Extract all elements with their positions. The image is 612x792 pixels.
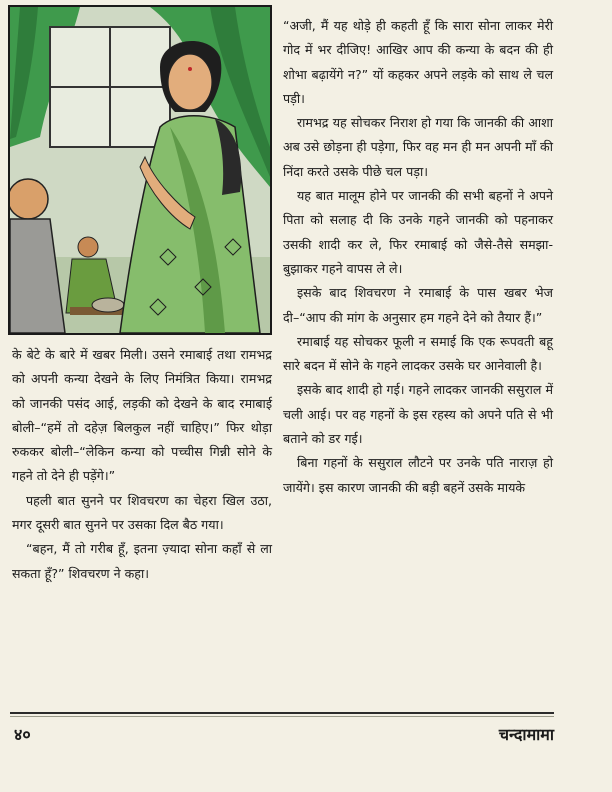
right-text-column <box>283 14 553 500</box>
paragraph: पहली बात सुनने पर शिवचरण का चेहरा खिल उठा, मगर दूसरी बात सुनने पर उसका दिल बैठ गया। <box>12 492 272 533</box>
paragraph: “बहन, मैं तो गरीब हूँ, इतना ज़्यादा सोना कहाँ से ला सकता हूँ?” शिवचरण ने कहा। <box>12 541 272 581</box>
paragraph: “अजी, मैं यह थोड़े ही कहती हूँ कि सारा सोना लाकर मेरी गोद में भर दीजिए! आखिर आप की कन्या के बदन की ही शोभा बढ़ायेंगे न?” यों कहकर अपने लड़के को साथ ले चल पड़ी। <box>283 18 553 106</box>
paragraph: रामभद्र यह सोचकर निराश हो गया कि जानकी की आशा अब उसे छोड़ना ही पड़ेगा, फिर वह मन ही मन अपनी माँ की निंदा करते उसके पीछे चल पड़ा। <box>283 115 553 179</box>
story-illustration <box>8 5 272 335</box>
illustration-icon <box>10 7 270 333</box>
paragraph: रमाबाई यह सोचकर फूली न समाई कि एक रूपवती बहू सारे बदन में सोने के गहने लादकर उसके घर आनेवाली है। <box>283 333 553 374</box>
footer-rule <box>10 712 554 714</box>
magazine-name: चन्दामामा <box>498 725 554 744</box>
paragraph: यह बात मालूम होने पर जानकी की सभी बहनों ने अपने पिता को सलाह दी कि उनके गहने जानकी को पहनाकर उसकी शादी कर ले, फिर रमाबाई को जैसे-तैसे समझा-बुझाकर गहने वापस ले ले। <box>283 188 553 276</box>
page-number: ४० <box>14 725 31 744</box>
footer-rule-thin <box>10 716 554 717</box>
paragraph: बिना गहनों के ससुराल लौटने पर उनके पति नाराज़ हो जायेंगे। इस कारण जानकी की बड़ी बहनें उसके मायके <box>283 455 553 495</box>
paragraph: के बेटे के बारे में खबर मिली। उसने रमाबाई तथा रामभद्र को अपनी कन्या देखने के लिए निमंत्रित किया। रामभद्र को जानकी पसंद आई, लड़की को देखने के बाद रमाबाई बोली–“हमें तो दहेज़ बिलकुल नहीं चाहिए।” फिर थोड़ा रुककर बोली–“लेकिन कन्या को पच्चीस गिन्नी सोने के गहने तो देने ही पड़ेंगे।” <box>12 347 272 484</box>
paragraph: इसके बाद शादी हो गई। गहने लादकर जानकी ससुराल में चली आई। पर वह गहनों के इस रहस्य को अपने पति से भी बताने को डर गई। <box>283 382 553 447</box>
left-text-column <box>12 343 272 586</box>
paragraph: इसके बाद शिवचरण ने रमाबाई के पास खबर भेज दी–“आप की मांग के अनुसार हम गहने देने को तैयार हैं।” <box>283 285 553 325</box>
